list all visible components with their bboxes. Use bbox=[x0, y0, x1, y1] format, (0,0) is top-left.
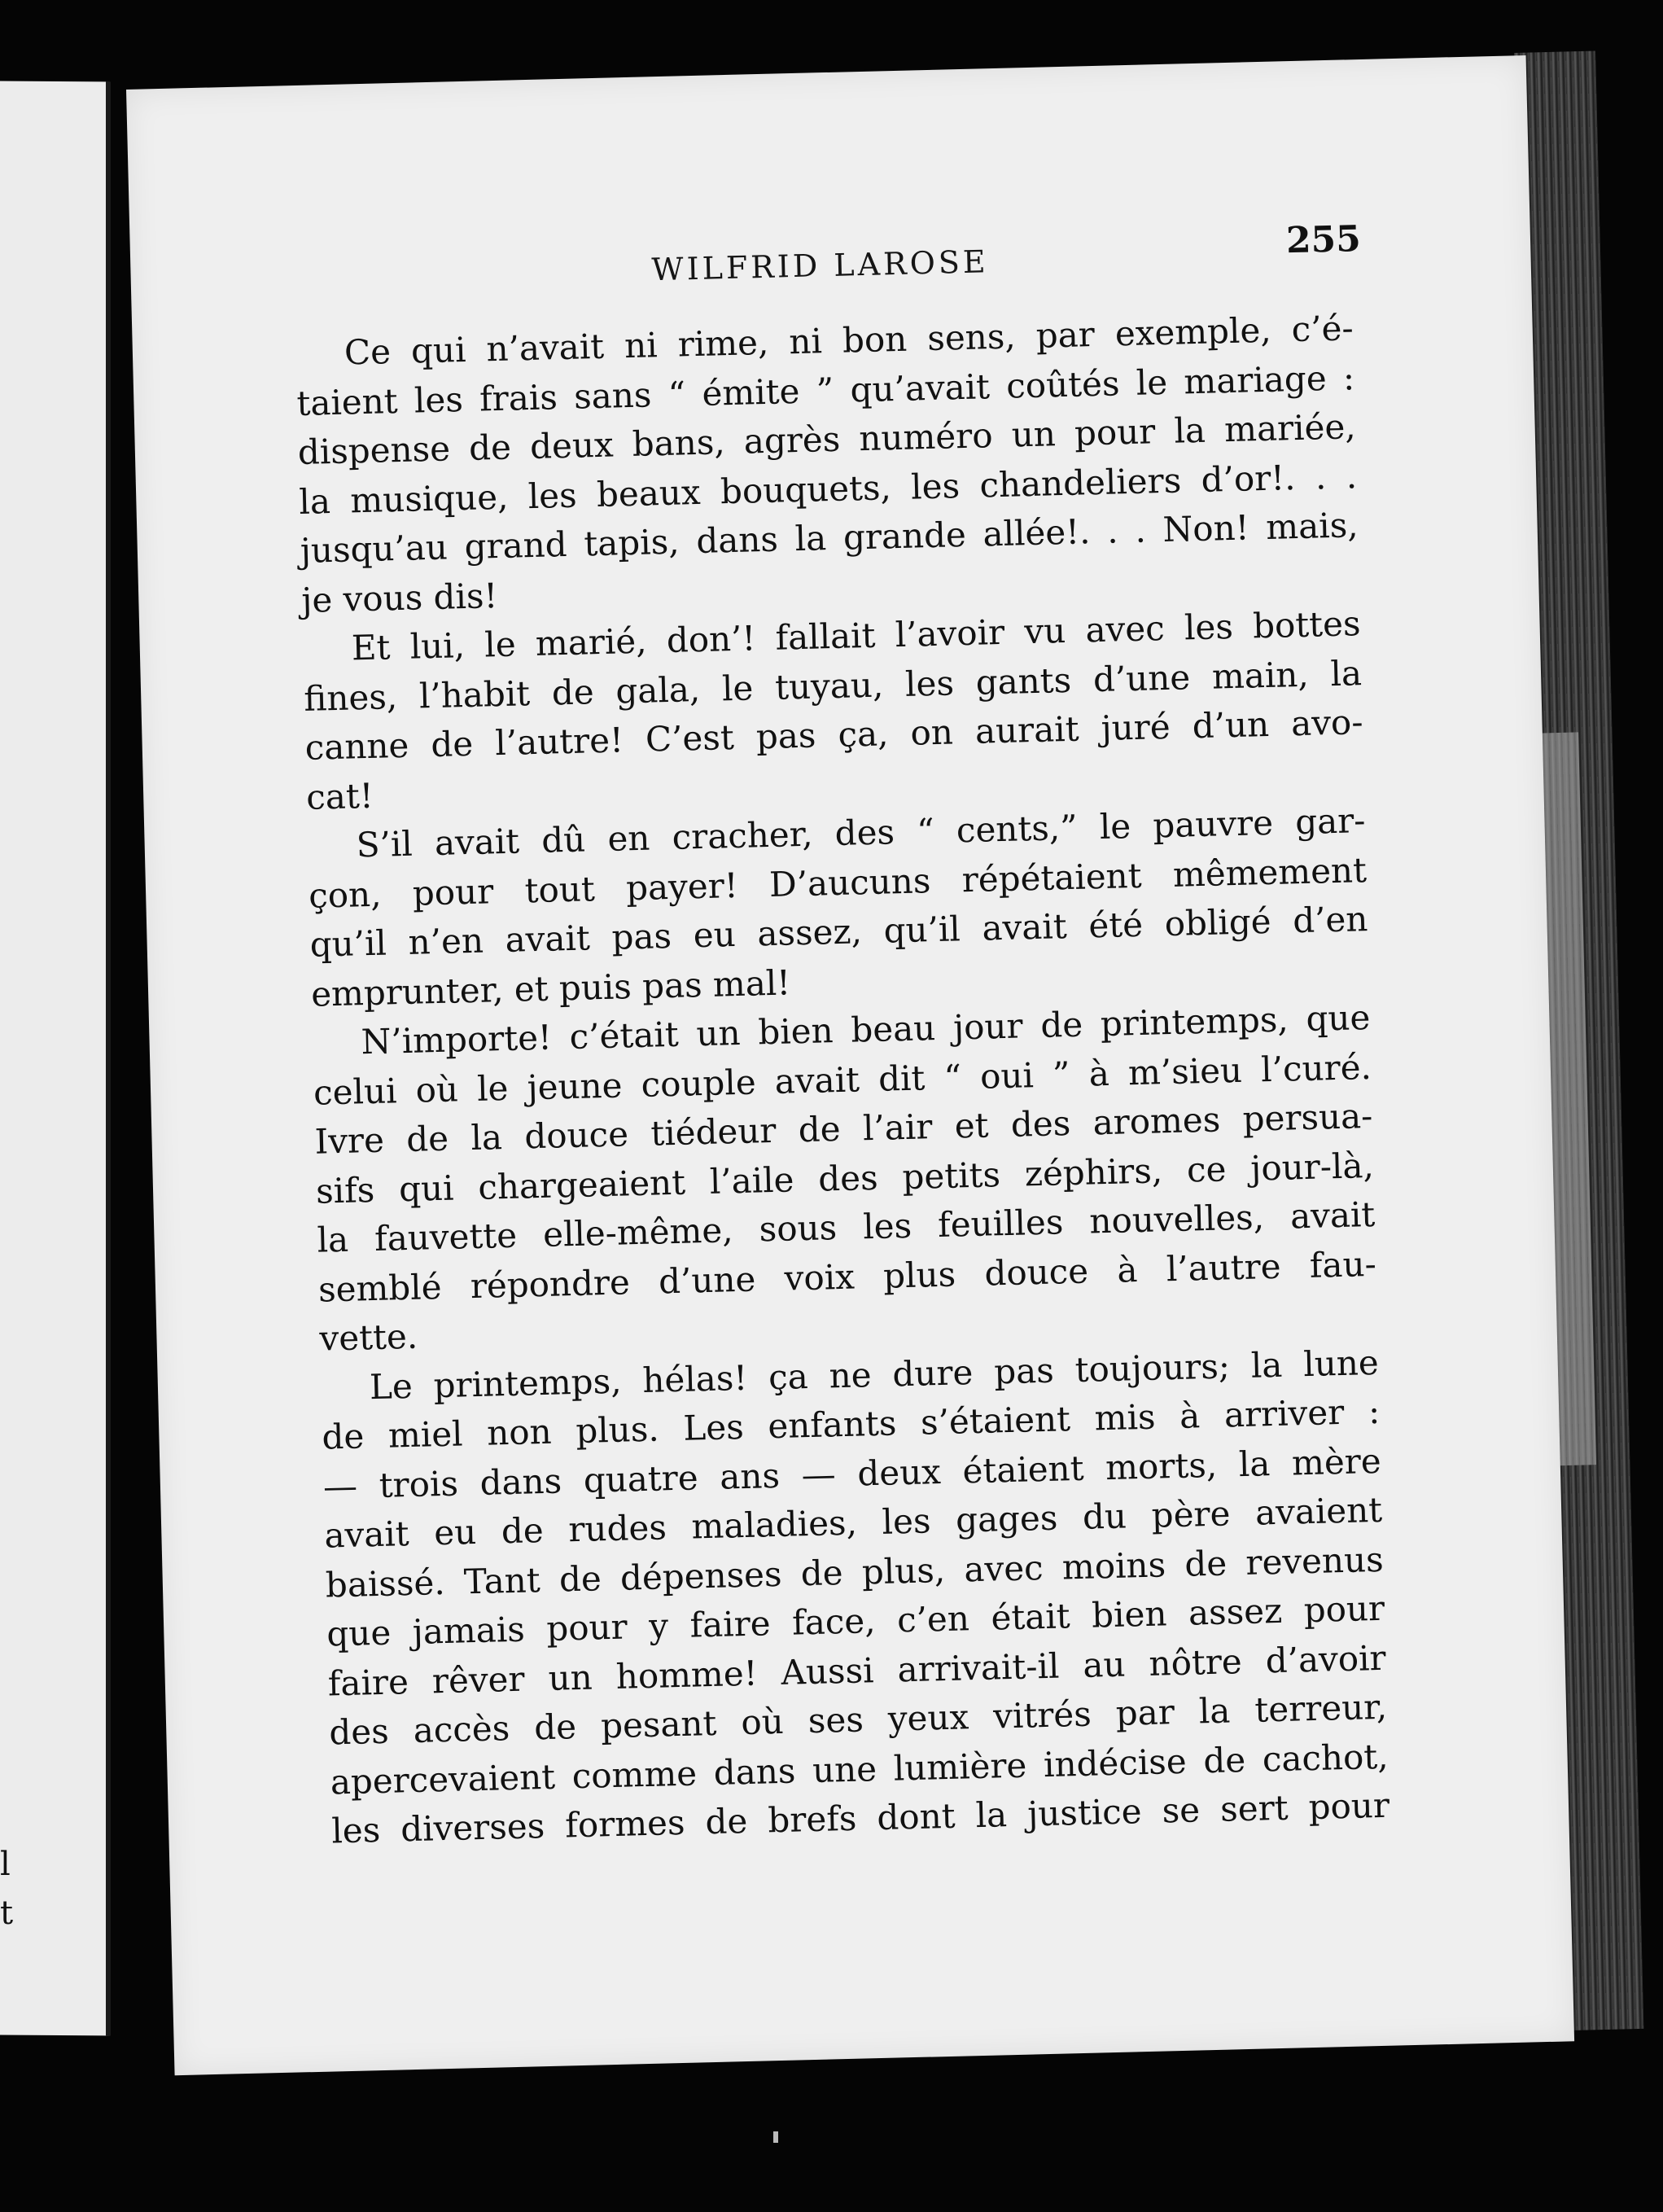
text-line: canne de l’autre! C’est pas ça, on aurait juré d’un avo- bbox=[304, 702, 1364, 768]
text-line: jusqu’au grand tapis, dans la grande allée!. . . Non! mais, bbox=[300, 505, 1359, 571]
text-line: dispense de deux bans, agrès numéro un pour la mariée, bbox=[297, 406, 1357, 472]
text-line: sifs qui chargeaient l’aile des petits zéphirs, ce jour-là, bbox=[315, 1145, 1375, 1211]
text-line: je vous dis! bbox=[300, 575, 498, 620]
text-line: la musique, les beaux bouquets, les chandeliers d’or!. . . bbox=[298, 455, 1358, 522]
text-line: des accès de pesant où ses yeux vitrés par la terreur, bbox=[328, 1686, 1388, 1753]
scan-artifact bbox=[773, 2131, 778, 2143]
text-line: que jamais pour y faire face, c’en était bien assez pour bbox=[326, 1588, 1385, 1654]
text-line: Et lui, le marié, don’! fallait l’avoir vu avec les bottes bbox=[351, 603, 1362, 668]
text-line: S’il avait dû en cracher, des “ cents,” le pauvre gar- bbox=[356, 800, 1366, 865]
text-line: cat! bbox=[305, 775, 374, 817]
paragraph bbox=[295, 304, 1359, 625]
text-line: fines, l’habit de gala, le tuyau, les gants d’une main, la bbox=[303, 652, 1363, 719]
text-line: celui où le jeune couple avait dit “ oui ” à m’sieu l’curé. bbox=[313, 1046, 1372, 1113]
text-line: emprunter, et puis pas mal! bbox=[310, 961, 791, 1014]
running-title: WILFRID LAROSE bbox=[651, 243, 990, 288]
left-page-mark: t bbox=[0, 1894, 14, 1932]
text-line: — trois dans quatre ans — deux étaient morts, la mère bbox=[322, 1440, 1382, 1507]
text-line: N’importe! c’était un bien beau jour de printemps, que bbox=[361, 997, 1371, 1062]
left-page-mark: l bbox=[0, 1846, 11, 1883]
text-line: semblé répondre d’une voix plus douce à l’autre fau- bbox=[317, 1243, 1377, 1310]
text-line: çon, pour tout payer! D’aucuns répétaient mêmement bbox=[308, 849, 1368, 916]
text-line: vette. bbox=[318, 1316, 418, 1359]
text-line: faire rêver un homme! Aussi arrivait-il au nôtre d’avoir bbox=[327, 1637, 1387, 1704]
left-facing-page bbox=[0, 81, 111, 2036]
text-line: avait eu de rudes maladies, les gages du père avaient bbox=[323, 1489, 1383, 1556]
paragraph bbox=[302, 599, 1365, 822]
paragraph bbox=[320, 1338, 1389, 1856]
paragraph bbox=[312, 993, 1378, 1364]
text-line: taient les frais sans “ émite ” qu’avait coûtés le mariage : bbox=[295, 357, 1355, 423]
text-line: baissé. Tant de dépenses de plus, avec moins de revenus bbox=[325, 1539, 1385, 1605]
text-line: Ce qui n’avait ni rime, ni bon sens, par exemple, c’é- bbox=[344, 308, 1354, 373]
body-text bbox=[295, 304, 1389, 1856]
text-line: de miel non plus. Les enfants s’étaient mis à arriver : bbox=[321, 1391, 1381, 1457]
text-line: les diverses formes de brefs dont la justice se sert pour bbox=[330, 1785, 1390, 1851]
text-line: Ivre de la douce tiédeur de l’air et des aromes persua- bbox=[314, 1095, 1373, 1162]
page-number: 255 bbox=[1285, 218, 1362, 262]
text-line: qu’il n’en avait pas eu assez, qu’il avait été obligé d’en bbox=[309, 899, 1368, 965]
text-line: Le printemps, hélas! ça ne dure pas toujours; la lune bbox=[369, 1342, 1380, 1407]
left-page-marks bbox=[0, 1840, 16, 1938]
text-line: la fauvette elle-même, sous les feuilles nouvelles, avait bbox=[316, 1194, 1376, 1260]
paragraph bbox=[307, 796, 1370, 1019]
text-line: apercevaient comme dans une lumière indécise de cachot, bbox=[330, 1736, 1389, 1802]
book-page bbox=[126, 55, 1574, 2075]
